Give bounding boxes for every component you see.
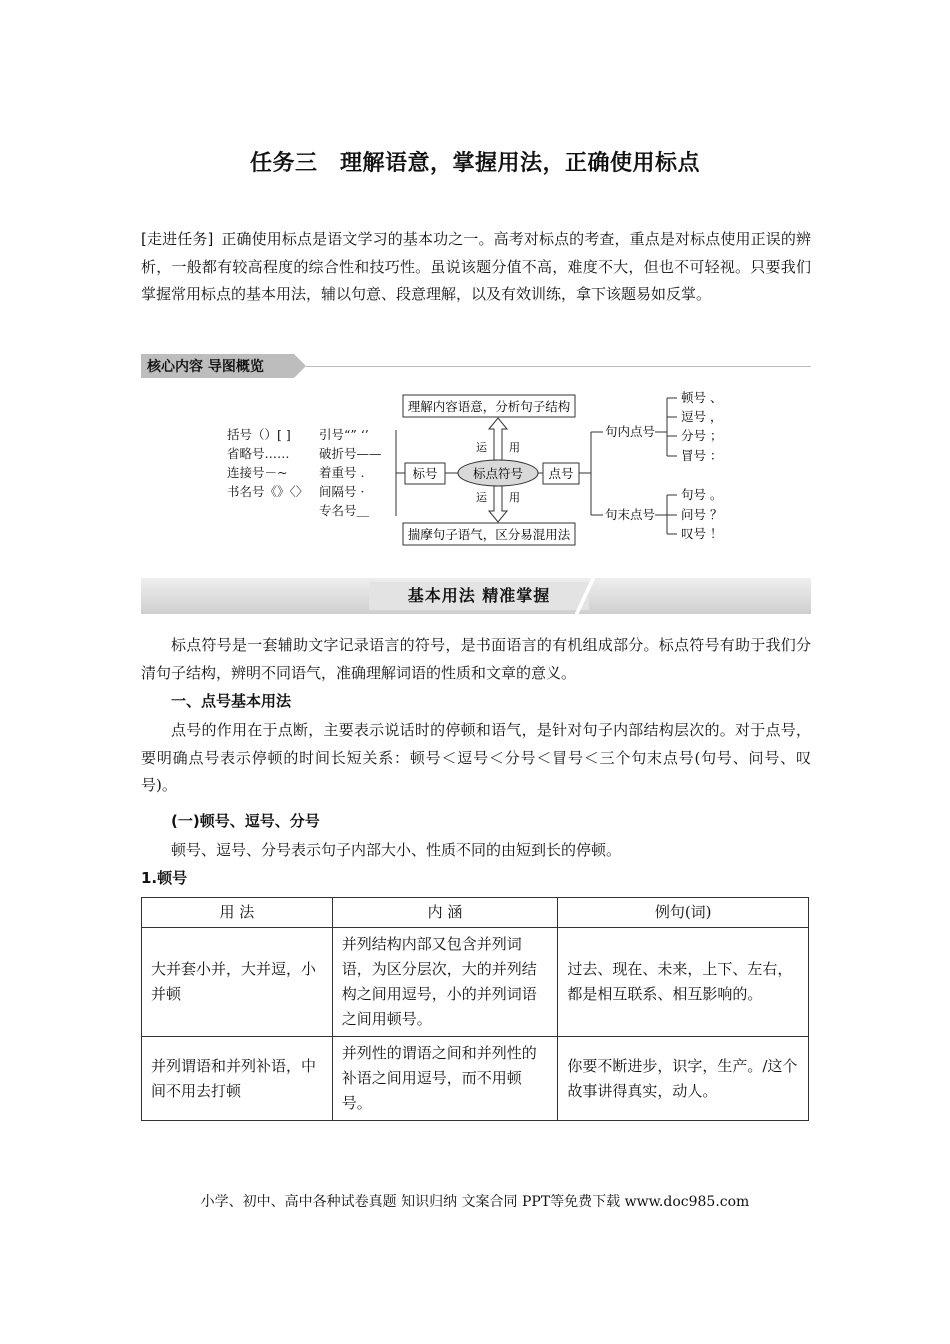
- table-cell: 并列性的谓语之间和并列性的补语之间用逗号，而不用顿号。: [332, 1037, 558, 1121]
- mm-left2-item: 专名号＿: [319, 503, 370, 518]
- mm-jumo-item: 叹号 ！: [681, 526, 723, 541]
- table-header-cell: 用 法: [142, 898, 333, 928]
- mm-bottom-box-label: 揣摩句子语气，区分易混用法: [407, 527, 571, 542]
- body-paragraph-1: 标点符号是一套辅助文字记录语言的符号，是书面语言的有机组成部分。标点符号有助于我们分清句子结构，辨明不同语气，准确理解词语的性质和文章的意义。: [141, 636, 811, 682]
- banner-arrow-shape: [294, 354, 306, 378]
- intro-paragraph: [141, 226, 811, 309]
- table-row: [142, 1037, 809, 1121]
- table-row: [142, 928, 809, 1037]
- section-banner-usage: [141, 578, 811, 614]
- mm-left2-item: 破折号——: [319, 446, 382, 461]
- mm-yun-bottom: 运: [476, 491, 487, 504]
- dunhao-table: [141, 897, 809, 1121]
- mm-left-bracket: [396, 430, 405, 516]
- mm-juzhong-bracket: [655, 398, 677, 456]
- mm-jumo-label: 句末点号: [605, 507, 656, 522]
- section-heading-1: 一、点号基本用法: [171, 692, 292, 710]
- mm-jumo-item: 句号 。: [681, 487, 723, 502]
- mind-map-diagram: [141, 380, 811, 575]
- intro-tag: [走进任务]: [141, 230, 214, 248]
- table-cell: 过去、现在、未来，上下、左右，都是相互联系、相互影响的。: [558, 928, 809, 1037]
- mm-left1-item: 连接号－~: [227, 465, 288, 480]
- subsection-heading-1: (一)顿号、逗号、分号: [171, 812, 320, 830]
- mm-left1-item: 书名号《》〈〉: [227, 484, 309, 499]
- mm-left2-item: 引号“” ‘’: [319, 427, 369, 442]
- table-cell: 并列结构内部又包含并列词语，为区分层次，大的并列结构之间用逗号，小的并列词语之间用顿号。: [332, 928, 558, 1037]
- mm-left1-item: 括号（）[ ]: [227, 427, 291, 442]
- mm-dianhao-label: 点号: [548, 466, 574, 481]
- mm-juzhong-item: 顿号 、: [681, 390, 723, 405]
- page-footer: 小学、初中、高中各种试卷真题 知识归纳 文案合同 PPT等免费下载 www.doc985.com: [200, 1194, 750, 1210]
- mm-juzhong-item: 分号 ；: [681, 428, 723, 443]
- section-banner-overview: [141, 354, 811, 378]
- table-cell: 大并套小并，大并逗，小并顿: [142, 928, 333, 1037]
- mm-yong-top: 用: [509, 441, 520, 454]
- table-header-cell: 内 涵: [332, 898, 558, 928]
- mm-up-arrow-icon: [489, 418, 507, 460]
- mm-down-arrow-icon: [489, 486, 507, 522]
- body-paragraph-3: 顿号、逗号、分号表示句子内部大小、性质不同的由短到长的停顿。: [171, 841, 622, 859]
- mm-biaohao-label: 标号: [412, 466, 438, 481]
- mm-jumo-item: 问号 ？: [681, 507, 723, 522]
- mm-left2-item: 间隔号 ·: [319, 484, 365, 499]
- mm-yun-top: 运: [476, 441, 487, 454]
- banner-usage-label: 基本用法 精准掌握: [369, 582, 589, 610]
- mm-jumo-bracket: [655, 495, 677, 534]
- banner-slash-shape: [571, 578, 599, 614]
- mm-juzhong-label: 句内点号: [605, 424, 656, 439]
- table-header-row: [142, 898, 809, 928]
- table-cell: 并列谓语和并列补语，中间不用去打顿: [142, 1037, 333, 1121]
- page-title: 任务三 理解语意，掌握用法，正确使用标点: [249, 151, 700, 176]
- banner-rule: [306, 366, 811, 367]
- mm-juzhong-item: 冒号 ：: [681, 448, 723, 463]
- mm-yong-bottom: 用: [509, 491, 520, 504]
- table-cell: 你要不断进步，识字，生产。/这个故事讲得真实，动人。: [558, 1037, 809, 1121]
- table-header-cell: 例句(词): [558, 898, 809, 928]
- mm-juzhong-item: 逗号 ，: [681, 409, 723, 424]
- intro-text: 正确使用标点是语文学习的基本功之一。高考对标点的考查，重点是对标点使用正误的辨析，一般都有较高程度的综合性和技巧性。虽说该题分值不高，难度不大，但也不可轻视。只要我们掌握常用标点的基本用法，辅以句意、段意理解，以及有效训练，拿下该题易如反掌。: [141, 230, 811, 303]
- banner-label: 核心内容 导图概览: [147, 359, 264, 375]
- mm-left1-item: 省略号……: [227, 446, 290, 461]
- mm-top-box-label: 理解内容语意，分析句子结构: [407, 399, 571, 414]
- body-paragraph-2: 点号的作用在于点断，主要表示说话时的停顿和语气，是针对句子内部结构层次的。对于点号，要明确点号表示停顿的时间长短关系：顿号＜逗号＜分号＜冒号＜三个句末点号(句号、问号、叹号)。: [141, 721, 811, 794]
- item-heading-1: 1.顿号: [141, 869, 188, 887]
- mm-left2-item: 着重号 .: [319, 465, 365, 480]
- mm-center-label: 标点符号: [472, 466, 524, 481]
